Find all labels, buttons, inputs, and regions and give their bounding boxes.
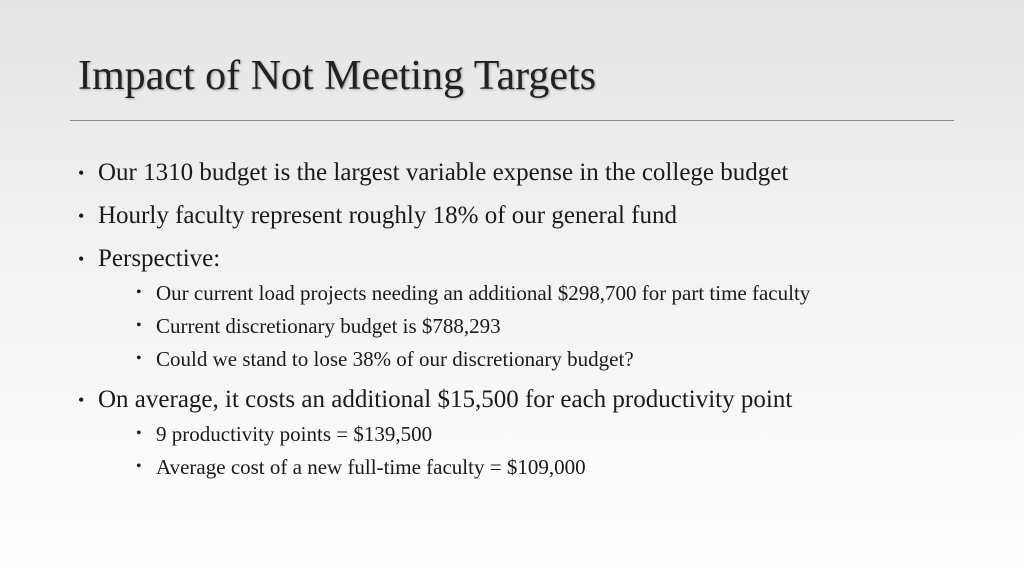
- bullet-icon: •: [78, 390, 85, 410]
- bullet-item: [78, 199, 978, 233]
- bullet-icon: •: [78, 249, 85, 269]
- slide-content: [78, 156, 978, 491]
- sub-bullet-item: [98, 419, 978, 449]
- slide-title: Impact of Not Meeting Targets: [78, 53, 597, 99]
- sub-bullet-item: [98, 278, 978, 308]
- bullet-icon: •: [136, 350, 142, 367]
- bullet-icon: •: [78, 163, 85, 183]
- sub-bullet-list: [98, 419, 978, 482]
- bullet-item: [78, 242, 978, 374]
- bullet-icon: •: [136, 458, 142, 475]
- bullet-text: Hourly faculty represent roughly 18% of our general fund: [98, 202, 677, 229]
- sub-bullet-text: Could we stand to lose 38% of our discretionary budget?: [156, 347, 634, 371]
- sub-bullet-list: [98, 278, 978, 374]
- bullet-item: [78, 156, 978, 190]
- bullet-list: [78, 156, 978, 482]
- sub-bullet-item: [98, 344, 978, 374]
- bullet-icon: •: [136, 425, 142, 442]
- sub-bullet-item: [98, 311, 978, 341]
- bullet-text: On average, it costs an additional $15,500 for each productivity point: [98, 386, 793, 413]
- sub-bullet-text: Current discretionary budget is $788,293: [156, 314, 501, 338]
- bullet-icon: •: [78, 206, 85, 226]
- bullet-text: Our 1310 budget is the largest variable expense in the college budget: [98, 159, 789, 186]
- sub-bullet-text: Our current load projects needing an additional $298,700 for part time faculty: [156, 281, 811, 305]
- bullet-text: Perspective:: [98, 245, 221, 272]
- title-divider: [70, 120, 954, 121]
- bullet-icon: •: [136, 284, 142, 301]
- bullet-icon: •: [136, 317, 142, 334]
- sub-bullet-text: 9 productivity points = $139,500: [156, 422, 433, 446]
- bullet-item: [78, 383, 978, 482]
- sub-bullet-text: Average cost of a new full-time faculty = $109,000: [156, 455, 586, 479]
- sub-bullet-item: [98, 452, 978, 482]
